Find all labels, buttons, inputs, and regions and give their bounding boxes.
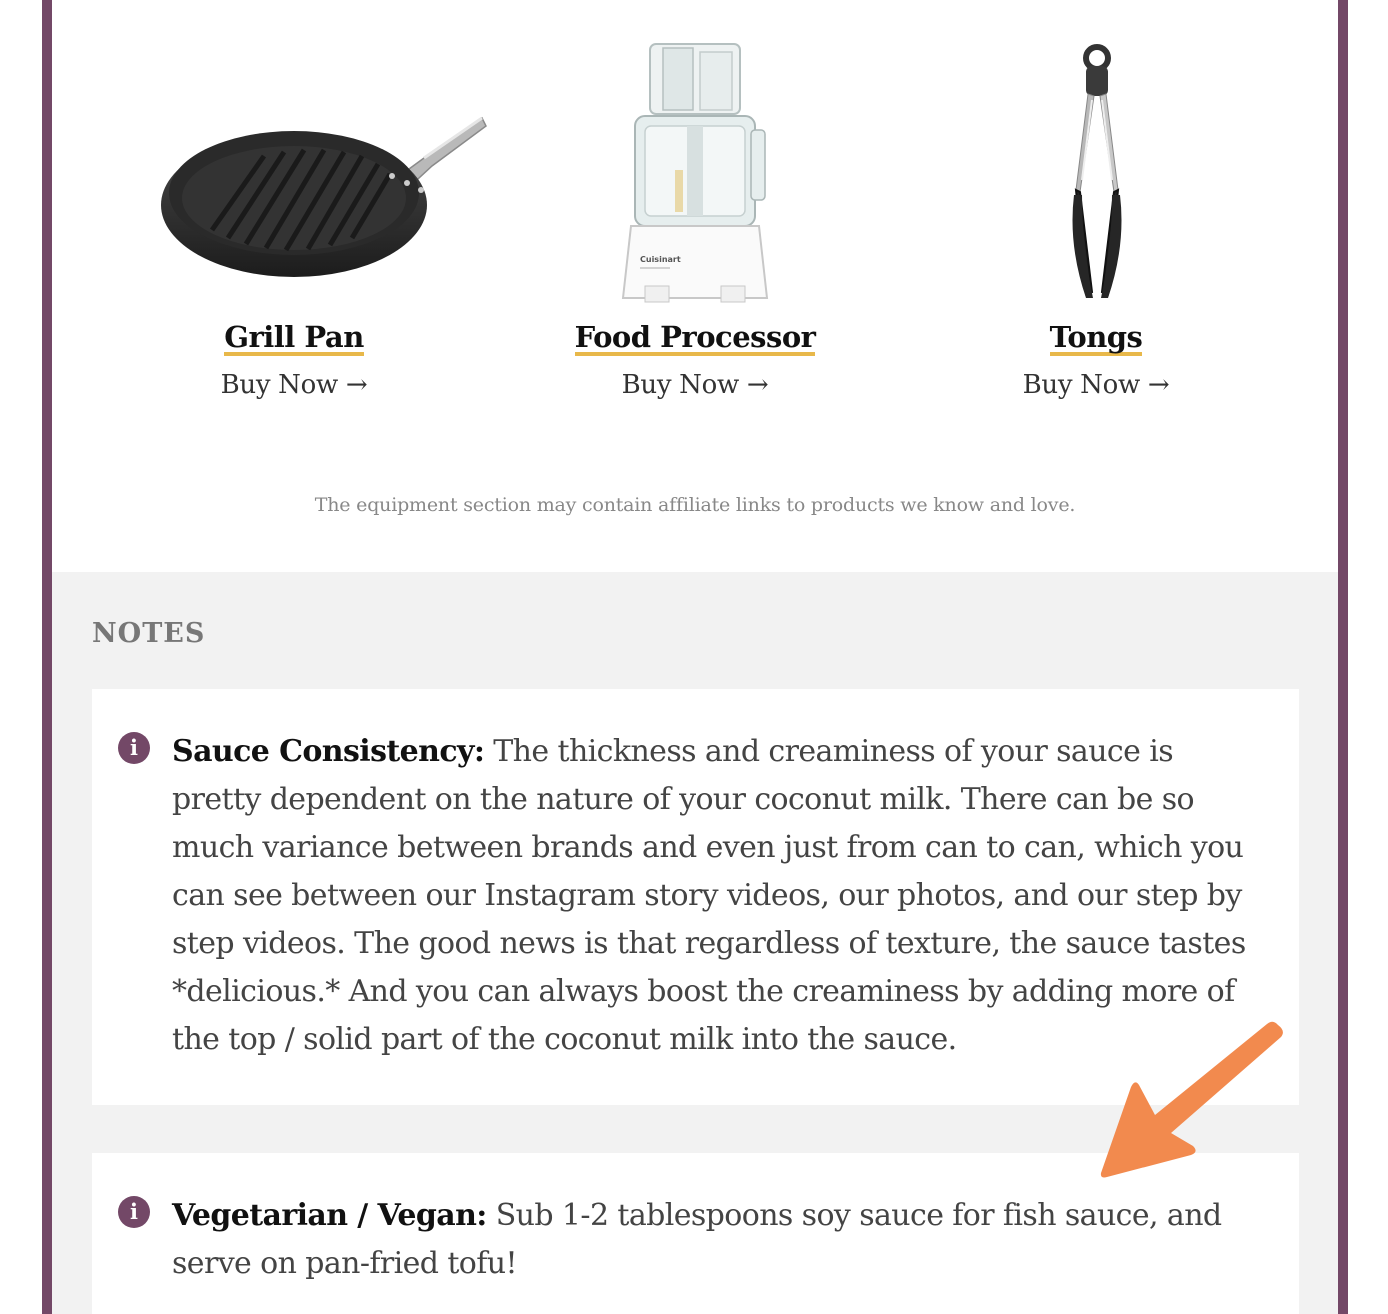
note-label: Sauce Consistency: [172, 734, 485, 769]
notes-heading: NOTES [92, 618, 206, 649]
food-processor-image[interactable] [495, 30, 895, 310]
notes-section [52, 572, 1338, 1314]
equipment-link-tongs[interactable]: Tongs [1050, 322, 1143, 356]
note-body: The thickness and creaminess of your sauce is pretty dependent on the nature of your coconut milk. There can be so much variance between brands and even just from can to can, which you can see between our Instagram story videos, our photos, and our step by step videos. The good news is that regardless of texture, the sauce tastes *delicious.* And you can always boost the creaminess by adding more of the top / solid part of the coconut milk into the sauce. [172, 734, 1246, 1057]
buy-now-link-food-processor[interactable]: Buy Now → [621, 370, 769, 401]
note-text [172, 1192, 1252, 1288]
grill-pan-image[interactable] [94, 30, 494, 310]
annotation-arrow-icon [1095, 1015, 1285, 1180]
equipment-link-grill-pan[interactable]: Grill Pan [224, 322, 364, 356]
buy-now-link-tongs[interactable]: Buy Now → [1022, 370, 1170, 401]
equipment-item-tongs [896, 30, 1296, 420]
tongs-image[interactable] [896, 30, 1296, 310]
info-icon: i [118, 732, 150, 764]
page-frame-right [1338, 0, 1348, 1314]
food-processor-brand-mark: Cuisinart [640, 255, 681, 264]
page-frame-left [42, 0, 52, 1314]
equipment-item-grill-pan [94, 30, 494, 420]
equipment-section [52, 0, 1338, 572]
equipment-link-food-processor[interactable]: Food Processor [575, 322, 816, 356]
info-icon: i [118, 1196, 150, 1228]
equipment-item-food-processor [495, 30, 895, 420]
affiliate-disclaimer: The equipment section may contain affiliate links to products we know and love. [314, 494, 1076, 516]
note-label: Vegetarian / Vegan: [172, 1198, 487, 1233]
note-body: Sub 1-2 tablespoons soy sauce for fish sauce, and serve on pan-fried tofu! [172, 1198, 1222, 1281]
buy-now-link-grill-pan[interactable]: Buy Now → [220, 370, 368, 401]
note-text [172, 728, 1252, 1064]
